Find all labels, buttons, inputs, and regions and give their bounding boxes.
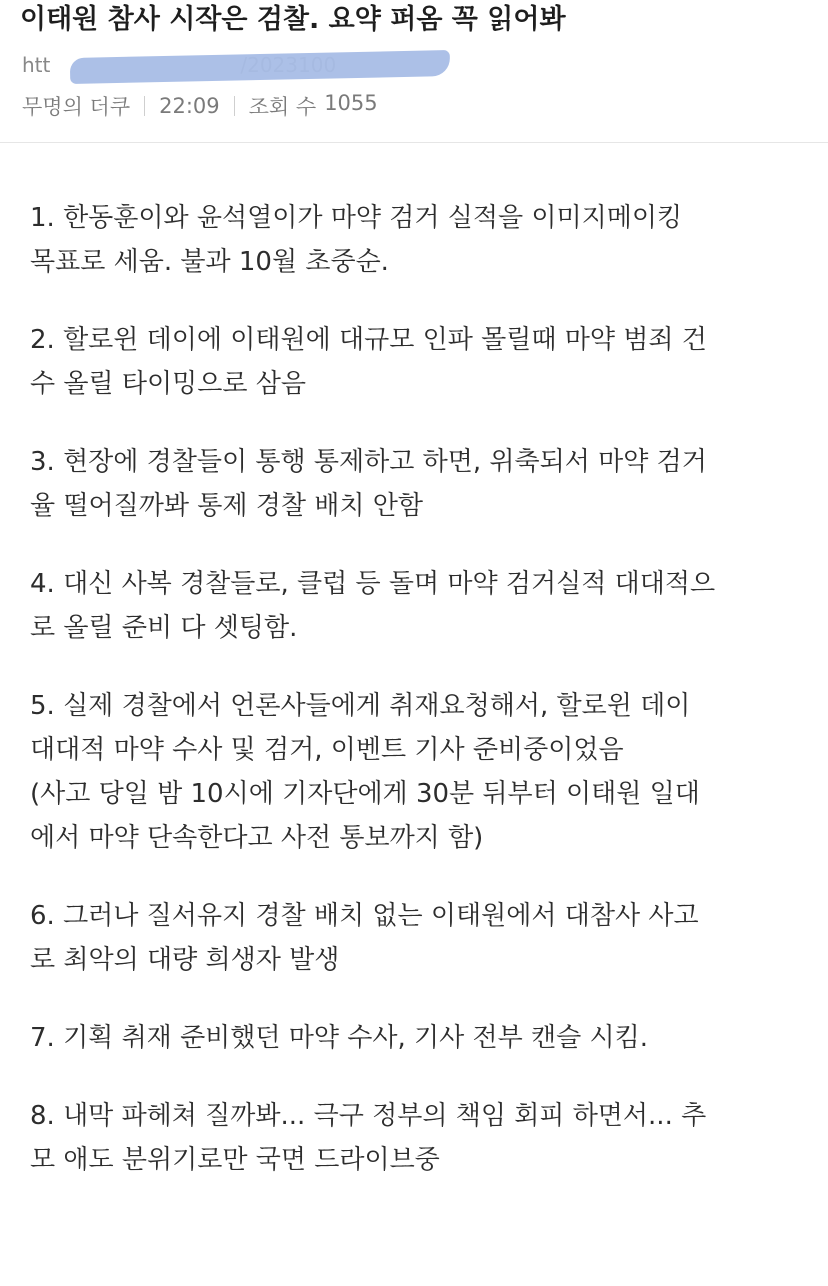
post-paragraph <box>30 1016 810 1060</box>
view-count <box>249 91 378 121</box>
post-title: 이태원 참사 시작은 검찰. 요약 퍼옴 꼭 읽어봐 <box>20 4 566 35</box>
post-paragraph <box>30 1094 810 1182</box>
post-time: 22:09 <box>159 94 220 118</box>
view-count-label: 조회 수 <box>248 95 317 119</box>
source-url-text[interactable]: htt <box>22 53 51 77</box>
paragraph-line: 8. 내막 파헤쳐 질까봐... 극구 정부의 책임 회피 하면서... 추 <box>30 1101 707 1131</box>
paragraph-line: (사고 당일 밤 10시에 기자단에게 30분 뒤부터 이태원 일대 <box>30 779 700 809</box>
paragraph-line: 로 올릴 준비 다 셋팅함. <box>30 613 298 643</box>
paragraph-line: 목표로 세움. 불과 10월 초중순. <box>30 247 389 277</box>
paragraph-line: 5. 실제 경찰에서 언론사들에게 취재요청해서, 할로윈 데이 <box>30 691 691 721</box>
post-paragraph <box>30 318 810 406</box>
view-count-value: 1055 <box>324 91 378 115</box>
paragraph-line: 3. 현장에 경찰들이 통행 통제하고 하면, 위축되서 마약 검거 <box>30 447 707 477</box>
post-paragraph <box>30 562 810 650</box>
post-body <box>30 196 810 1216</box>
paragraph-line: 4. 대신 사복 경찰들로, 클럽 등 돌며 마약 검거실적 대대적으 <box>30 569 716 599</box>
author-name[interactable]: 무명의 더쿠 <box>22 95 131 119</box>
paragraph-line: 율 떨어질까봐 통제 경찰 배치 안함 <box>30 491 423 521</box>
paragraph-line: 6. 그러나 질서유지 경찰 배치 없는 이태원에서 대참사 사고 <box>30 901 699 931</box>
post-paragraph <box>30 894 810 982</box>
post-paragraph <box>30 684 810 860</box>
paragraph-line: 7. 기획 취재 준비했던 마약 수사, 기사 전부 캔슬 시킴. <box>30 1023 649 1053</box>
paragraph-line: 2. 할로윈 데이에 이태원에 대규모 인파 몰릴때 마약 범죄 건 <box>30 325 707 355</box>
paragraph-line: 에서 마약 단속한다고 사전 통보까지 함) <box>30 823 484 853</box>
paragraph-line: 모 애도 분위기로만 국면 드라이브중 <box>30 1145 440 1175</box>
post-meta <box>22 88 378 124</box>
meta-divider <box>144 96 145 116</box>
paragraph-line: 1. 한동훈이와 윤석열이가 마약 검거 실적을 이미지메이킹 <box>30 203 683 233</box>
header-divider <box>0 142 828 143</box>
meta-divider <box>234 96 235 116</box>
post-paragraph <box>30 196 810 284</box>
paragraph-line: 수 올릴 타이밍으로 삼음 <box>30 369 306 399</box>
paragraph-line: 대대적 마약 수사 및 검거, 이벤트 기사 준비중이었음 <box>30 735 624 765</box>
paragraph-line: 로 최악의 대량 희생자 발생 <box>30 945 340 975</box>
source-link[interactable] <box>22 50 442 84</box>
post-paragraph <box>30 440 810 528</box>
